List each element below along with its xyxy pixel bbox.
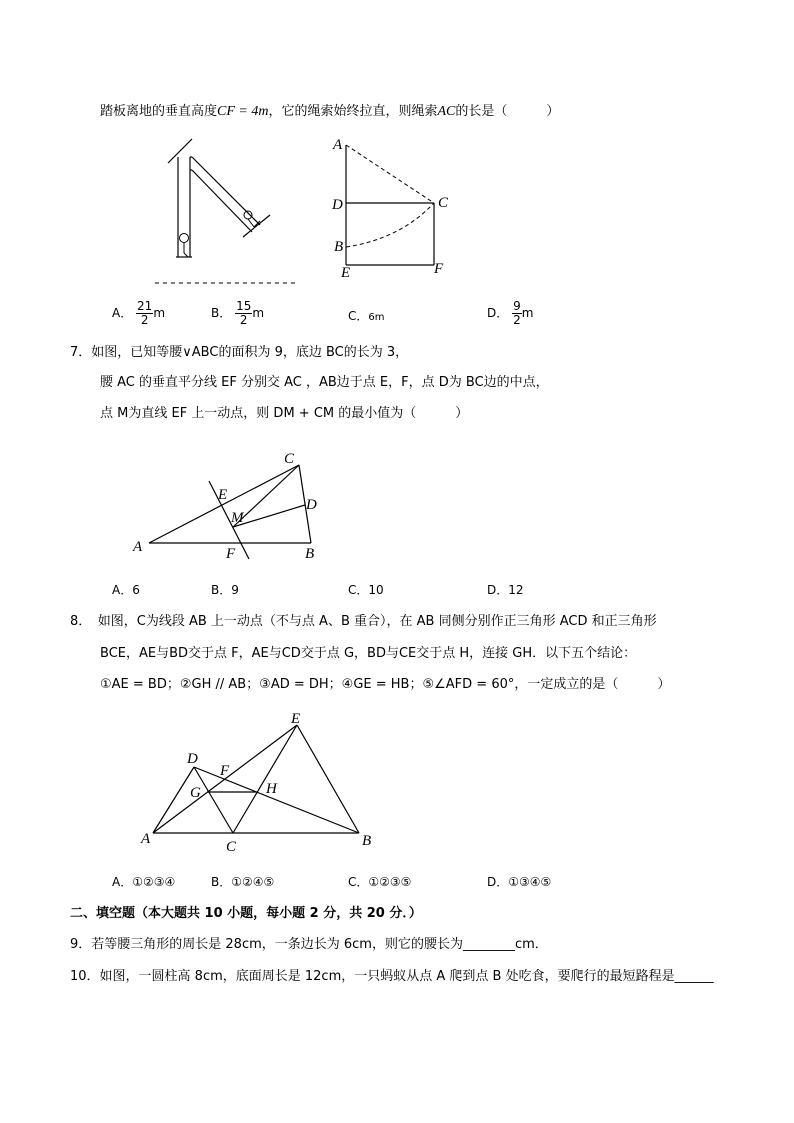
label-B: B [305,546,315,562]
q6-figure-swing [150,135,310,290]
q8-figure [140,705,380,860]
label-F: F [434,261,444,277]
q9-line: 9．若等腰三角形的周长是 28cm，一条边长为 6cm，则它的腰长为________cm． [70,937,548,952]
q6-option-c[interactable] [348,308,385,326]
q7-option-b[interactable]: B．9 [211,583,239,597]
q6-option-b[interactable] [211,300,264,327]
denominator: 2 [239,313,248,327]
q7-option-d[interactable]: D．12 [487,583,524,597]
numerator: 9 [513,299,521,313]
label-F: F [220,763,230,779]
numerator: 21 [137,299,153,313]
label-H: H [266,781,277,797]
q6-stem-expr: CF = 4m [217,104,269,119]
q6-figure-geometry [330,135,460,280]
label-A: A [133,539,143,555]
label-C: C [226,839,237,855]
q7-option-c[interactable]: C．10 [348,583,384,597]
option-letter: B． [211,306,232,320]
q8-option-d[interactable]: D．①③④⑤ [487,875,552,889]
q6-stem-text-a: 踏板离地的垂直高度 [100,104,218,119]
option-fraction [235,300,252,327]
label-A: A [141,831,151,847]
q6-stem-ac: AC [437,104,456,119]
label-B: B [362,833,372,849]
numerator: 15 [236,299,252,313]
q7-line-2: 腰 AC 的垂直平分线 EF 分别交 AC ，AB边于点 E，F，点 D为 BC边的中点， [100,375,549,390]
label-A: A [333,137,343,153]
label-E: E [218,487,228,503]
option-letter: C． [348,309,369,323]
label-E: E [341,265,351,281]
q8-option-c[interactable]: C．①②③⑤ [348,875,412,889]
label-B: B [334,239,344,255]
label-E: E [291,711,301,727]
q7-line-3: 点 M为直线 EF 上一动点，则 DM + CM 的最小值为（ ） [100,406,469,421]
q8-line-3: ①AE = BD；②GH // AB；③AD = DH；④GE = HB；⑤∠AFD = 60°，一定成立的是（ ） [100,677,671,692]
label-M: M [231,510,244,526]
label-C: C [438,195,449,211]
option-text: 6m [368,312,385,323]
q8-option-b[interactable]: B．①②④⑤ [211,875,275,889]
q6-stem-text-c: 的长是（ ） [455,104,560,119]
q6-option-d[interactable] [487,300,533,327]
option-fraction [512,300,522,327]
label-C: C [284,451,295,467]
option-fraction [136,300,153,327]
option-letter: A． [112,306,133,320]
option-unit: m [252,306,265,320]
q6-stem-text-b: ，它的绳索始终拉直，则绳索 [268,104,438,119]
denominator: 2 [140,313,149,327]
section-heading: 二、填空题（本大题共 10 小题，每小题 2 分，共 20 分．） [70,906,422,921]
option-unit: m [153,306,166,320]
q8-line-2: BCE，AE与BD交于点 F，AE与CD交于点 G，BD与CE交于点 H，连接 GH．以下五个结论： [100,646,637,661]
q7-option-a[interactable]: A．6 [112,583,140,597]
q6-option-a[interactable] [112,300,165,327]
option-letter: D． [487,306,509,320]
q6-stem [100,103,559,121]
q7-line-1: 7．如图，已知等腰∨ABC的面积为 9，底边 BC的长为 3， [70,345,409,360]
label-F: F [226,546,236,562]
q8-option-a[interactable]: A．①②③④ [112,875,176,889]
denominator: 2 [513,313,521,327]
q10-line: 10．如图，一圆柱高 8cm，底面周长是 12cm，一只蚂蚁从点 A 爬到点 B 处吃食，要爬行的最短路程是______ [70,969,714,984]
option-unit: m [521,306,534,320]
q7-figure [125,445,335,570]
label-D: D [187,751,198,767]
label-D: D [332,197,343,213]
label-G: G [190,785,201,801]
label-D: D [306,497,317,513]
q8-line-1: 8． 如图，C为线段 AB 上一动点（不与点 A、B 重合），在 AB 同侧分别作正三角形 ACD 和正三角形 [70,614,657,629]
